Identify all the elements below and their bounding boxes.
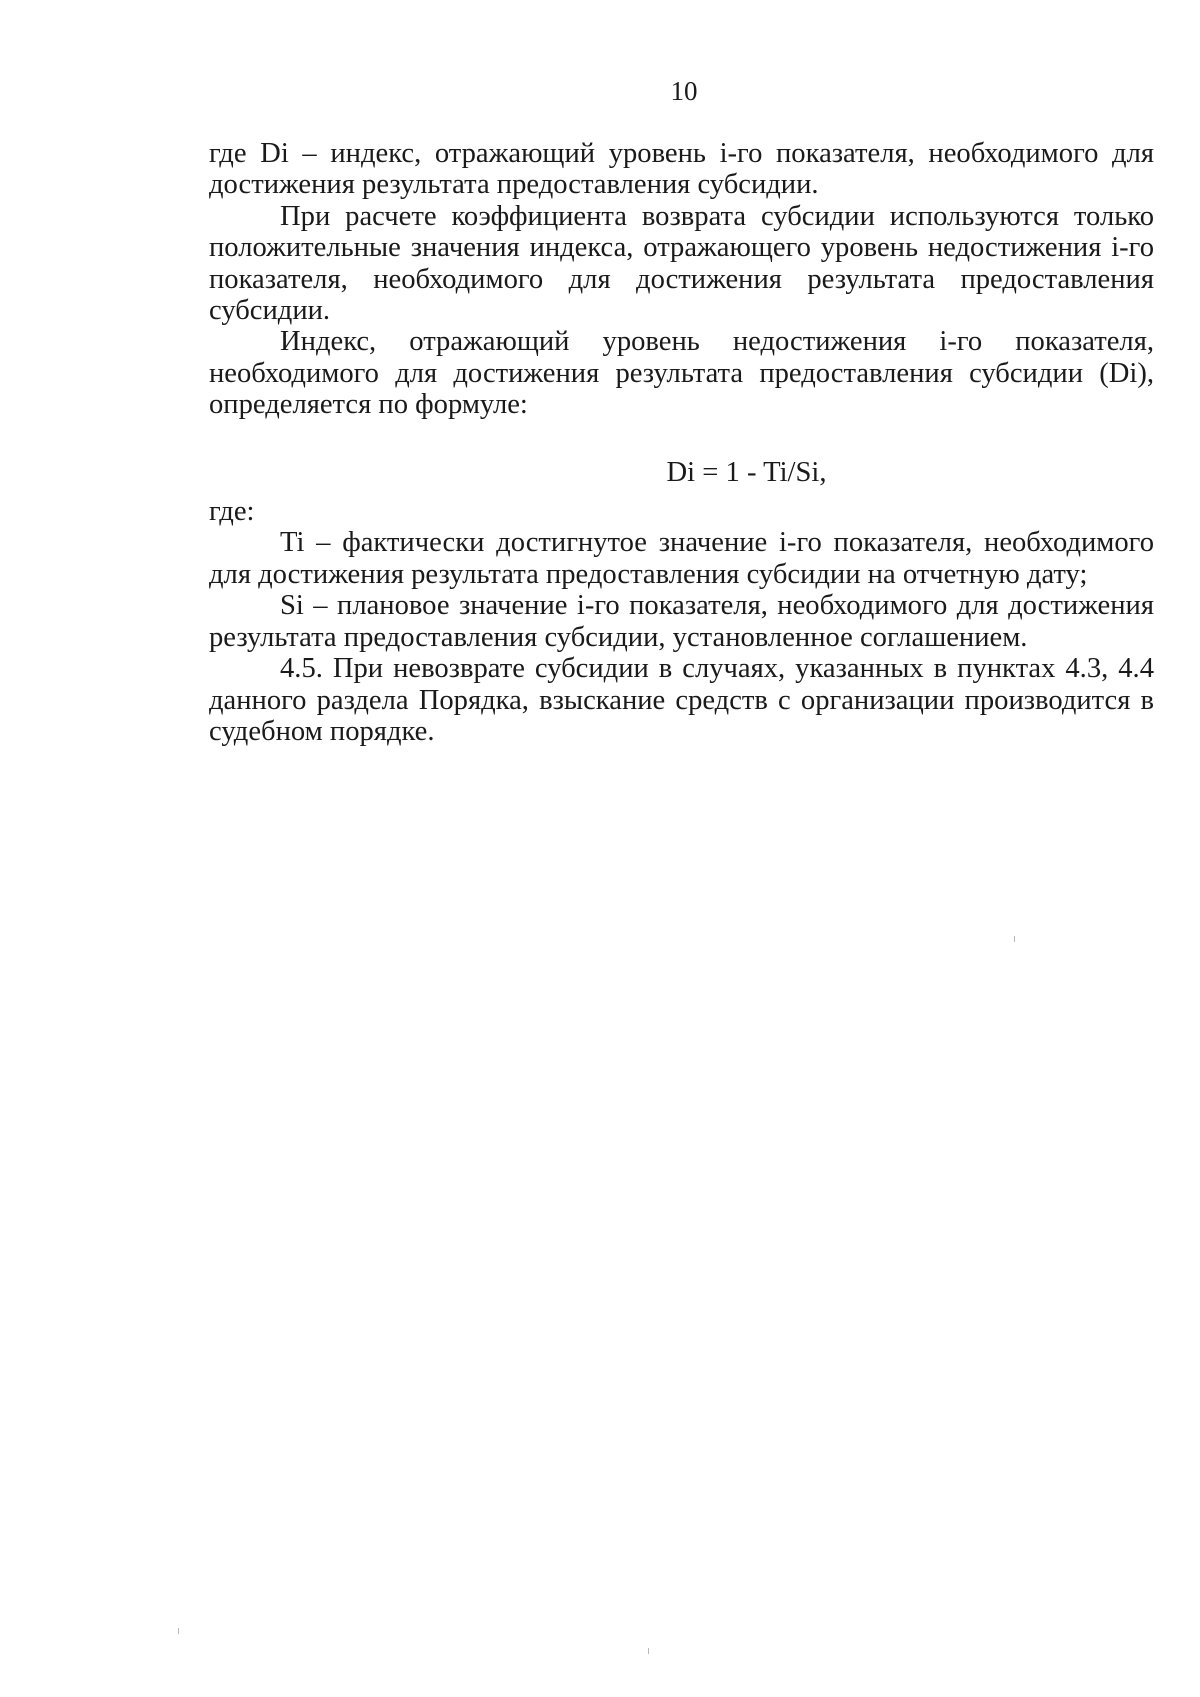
where-label: где:: [209, 496, 255, 528]
definition-ti: Ti – фактически достигнутое значение i-го показателя, необходимого для достижения результата предоставления субсидии на отчетную дату;: [209, 527, 1154, 590]
page-number: 10: [670, 76, 698, 106]
scan-speck: [648, 1648, 649, 1654]
document-body: [209, 138, 1154, 747]
scan-speck: [178, 1628, 179, 1634]
definition-si: Si – плановое значение i-го показателя, необходимого для достижения результата предоставления субсидии, установленное соглашением.: [209, 590, 1154, 653]
paragraph-positive-values: При расчете коэффициента возврата субсидии используются только положительные значения индекса, отражающего уровень недостижения i-го показателя, необходимого для достижения результата предоставления субсидии.: [209, 200, 1154, 327]
clause-4-5: 4.5. При невозврате субсидии в случаях, указанных в пунктах 4.3, 4.4 данного раздела Порядка, взыскание средств с организации производится в судебном порядке.: [209, 653, 1154, 747]
paragraph-index-formula-intro: Индекс, отражающий уровень недостижения i-го показателя, необходимого для достижения результата предоставления субсидии (Di), определяется по формуле:: [209, 326, 1154, 421]
paragraph-di-definition: где Di – индекс, отражающий уровень i-го показателя, необходимого для достижения результата предоставления субсидии.: [209, 138, 1154, 201]
scan-speck: [1014, 936, 1015, 942]
formula: Di = 1 - Ti/Si,: [666, 456, 827, 488]
